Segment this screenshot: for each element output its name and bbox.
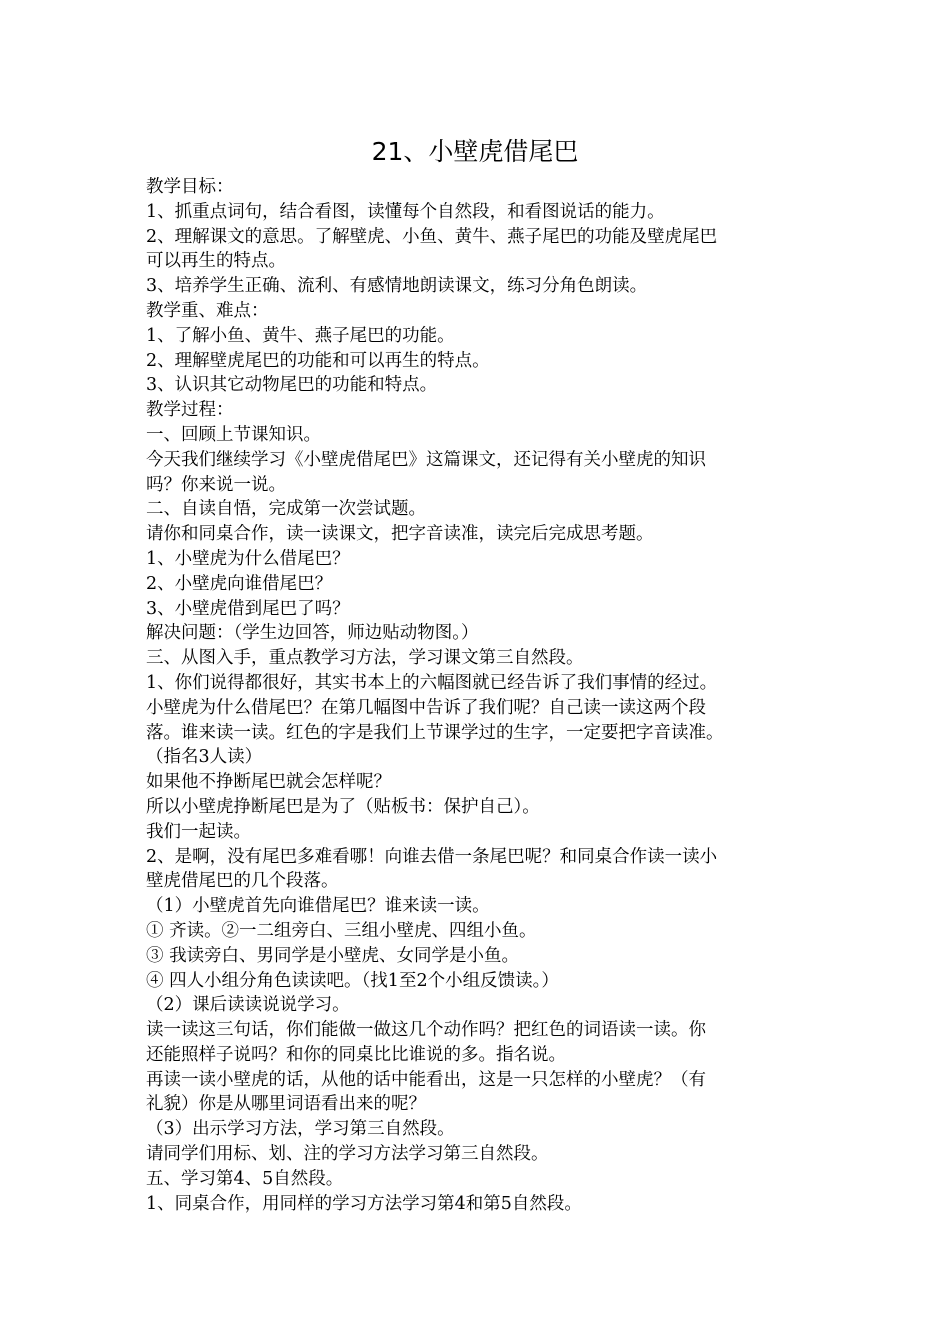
text-line: 壁虎借尾巴的几个段落。 bbox=[146, 871, 339, 892]
text-line: 2、理解课文的意思。了解壁虎、小鱼、黄牛、燕子尾巴的功能及壁虎尾巴 bbox=[146, 226, 718, 247]
text-line: 1、你们说得都很好，其实书本上的六幅图就已经告诉了我们事情的经过。 bbox=[146, 672, 718, 693]
text-line: 三、从图入手，重点教学习方法，学习课文第三自然段。 bbox=[146, 648, 584, 669]
document-title: 21、小壁虎借尾巴 bbox=[371, 137, 579, 166]
text-line: 还能照样子说吗？和你的同桌比比谁说的多。指名说。 bbox=[146, 1044, 566, 1065]
text-line: 礼貌）你是从哪里词语看出来的呢？ bbox=[146, 1094, 426, 1115]
text-line: （指名3人读） bbox=[146, 747, 263, 768]
text-line: ① 齐读。②一二组旁白、三组小壁虎、四组小鱼。 bbox=[146, 920, 537, 941]
text-line: 3、培养学生正确、流利、有感情地朗读课文，练习分角色朗读。 bbox=[146, 276, 648, 297]
text-line: （3）出示学习方法，学习第三自然段。 bbox=[146, 1119, 455, 1140]
text-line: 教学过程： bbox=[146, 400, 234, 421]
text-line: ④ 四人小组分角色读读吧。（找1至2个小组反馈读。） bbox=[146, 970, 559, 991]
text-line: 我们一起读。 bbox=[146, 821, 251, 842]
text-line: 解决问题：（学生边回答，师边贴动物图。） bbox=[146, 623, 479, 644]
text-line: 3、认识其它动物尾巴的功能和特点。 bbox=[146, 375, 438, 396]
text-line: 教学重、难点： bbox=[146, 300, 269, 321]
text-line: 今天我们继续学习《小壁虎借尾巴》这篇课文，还记得有关小壁虎的知识 bbox=[146, 449, 706, 470]
text-line: 1、抓重点词句，结合看图，读懂每个自然段，和看图说话的能力。 bbox=[146, 201, 665, 222]
text-line: 教学目标： bbox=[146, 177, 234, 197]
text-line: 五、学习第4、5自然段。 bbox=[146, 1168, 344, 1189]
text-line: 所以小壁虎挣断尾巴是为了（贴板书：保护自己）。 bbox=[146, 796, 540, 817]
text-line: 二、自读自悟，完成第一次尝试题。 bbox=[146, 499, 426, 520]
text-line: 2、小壁虎向谁借尾巴？ bbox=[146, 573, 333, 594]
text-line: 读一读这三句话，你们能做一做这几个动作吗？把红色的词语读一读。你 bbox=[146, 1020, 706, 1041]
document-body bbox=[146, 175, 816, 1216]
text-line: 可以再生的特点。 bbox=[146, 251, 286, 272]
text-line: 吗？你来说一说。 bbox=[146, 474, 286, 495]
text-line: 请你和同桌合作，读一读课文，把字音读准，读完后完成思考题。 bbox=[146, 524, 654, 545]
text-line: 一、回顾上节课知识。 bbox=[146, 424, 321, 445]
text-line: ③ 我读旁白、男同学是小壁虎、女同学是小鱼。 bbox=[146, 945, 520, 966]
text-line: 1、同桌合作，用同样的学习方法学习第4和第5自然段。 bbox=[146, 1193, 582, 1214]
text-line: 2、理解壁虎尾巴的功能和可以再生的特点。 bbox=[146, 350, 490, 371]
text-line: （1）小壁虎首先向谁借尾巴？谁来读一读。 bbox=[146, 896, 490, 917]
text-line: 3、小壁虎借到尾巴了吗？ bbox=[146, 598, 350, 619]
text-line: 落。谁来读一读。红色的字是我们上节课学过的生字，一定要把字音读准。 bbox=[146, 722, 724, 743]
text-line: （2）课后读读说说学习。 bbox=[146, 995, 350, 1016]
text-line: 2、是啊，没有尾巴多难看哪！向谁去借一条尾巴呢？和同桌合作读一读小 bbox=[146, 846, 718, 867]
text-line: 小壁虎为什么借尾巴？在第几幅图中告诉了我们呢？自己读一读这两个段 bbox=[146, 697, 706, 718]
text-line: 请同学们用标、划、注的学习方法学习第三自然段。 bbox=[146, 1144, 549, 1165]
text-line: 1、了解小鱼、黄牛、燕子尾巴的功能。 bbox=[146, 325, 455, 346]
text-line: 1、小壁虎为什么借尾巴？ bbox=[146, 548, 350, 569]
text-line: 如果他不挣断尾巴就会怎样呢？ bbox=[146, 772, 391, 793]
text-line: 再读一读小壁虎的话，从他的话中能看出，这是一只怎样的小壁虎？（有 bbox=[146, 1069, 706, 1090]
